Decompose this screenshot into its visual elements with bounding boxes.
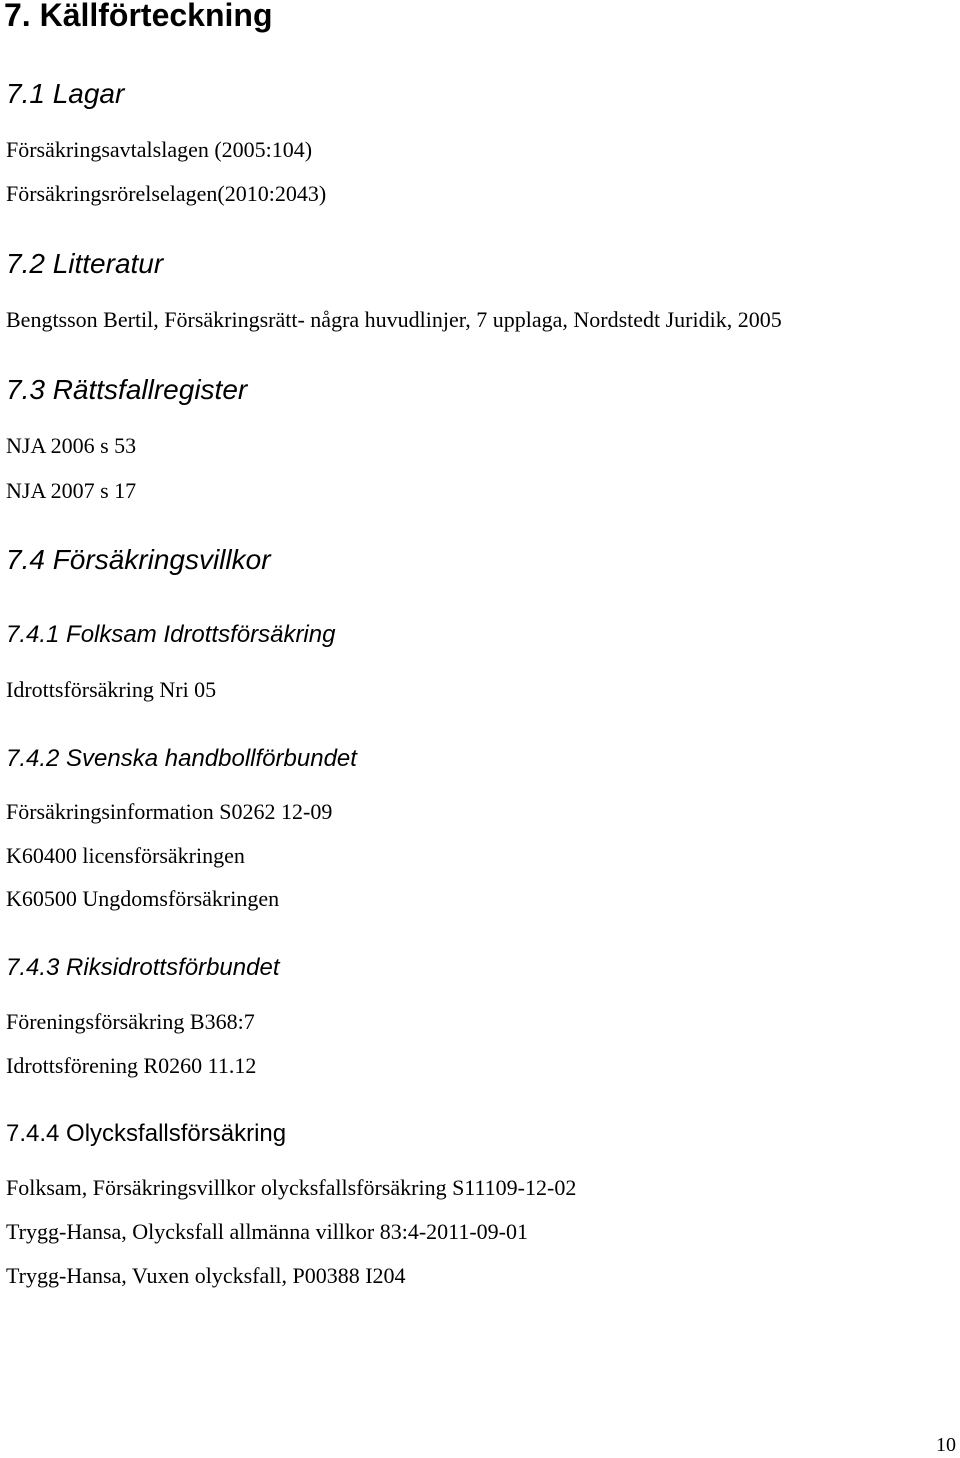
section-heading-case-register: 7.3 Rättsfallregister <box>6 374 248 405</box>
chapter-title: 7. Källförteckning <box>4 0 273 33</box>
reference-item: Föreningsförsäkring B368:7 <box>6 1009 255 1034</box>
reference-item: Försäkringsrörelselagen(2010:2043) <box>6 181 327 206</box>
reference-item: Försäkringsinformation S0262 12-09 <box>6 799 333 824</box>
reference-item: Försäkringsavtalslagen (2005:104) <box>6 137 313 162</box>
section-heading-literature: 7.2 Litteratur <box>6 248 164 279</box>
reference-item: Folksam, Försäkringsvillkor olycksfallsförsäkring S11109-12-02 <box>6 1175 577 1200</box>
subsection-heading-accident: 7.4.4 Olycksfallsförsäkring <box>6 1120 287 1147</box>
reference-item: NJA 2007 s 17 <box>6 478 137 503</box>
reference-item: Idrottsförsäkring Nri 05 <box>6 677 217 702</box>
reference-item: Trygg-Hansa, Vuxen olycksfall, P00388 I204 <box>6 1263 406 1288</box>
reference-item: Bengtsson Bertil, Försäkringsrätt- några huvudlinjer, 7 upplaga, Nordstedt Juridik, 2005 <box>6 307 782 332</box>
reference-item: Idrottsförening R0260 11.12 <box>6 1053 257 1078</box>
page-number: 10 <box>936 1434 956 1456</box>
subsection-heading-handball: 7.4.2 Svenska handbollförbundet <box>6 745 357 772</box>
section-heading-insurance-terms: 7.4 Försäkringsvillkor <box>6 544 271 575</box>
section-heading-laws: 7.1 Lagar <box>6 78 125 109</box>
reference-item: K60400 licensförsäkringen <box>6 843 245 868</box>
reference-item: NJA 2006 s 53 <box>6 433 137 458</box>
reference-item: K60500 Ungdomsförsäkringen <box>6 886 280 911</box>
reference-item: Trygg-Hansa, Olycksfall allmänna villkor 83:4-2011-09-01 <box>6 1219 529 1244</box>
subsection-heading-folksam: 7.4.1 Folksam Idrottsförsäkring <box>6 621 336 648</box>
subsection-heading-riksidrott: 7.4.3 Riksidrottsförbundet <box>6 954 280 981</box>
